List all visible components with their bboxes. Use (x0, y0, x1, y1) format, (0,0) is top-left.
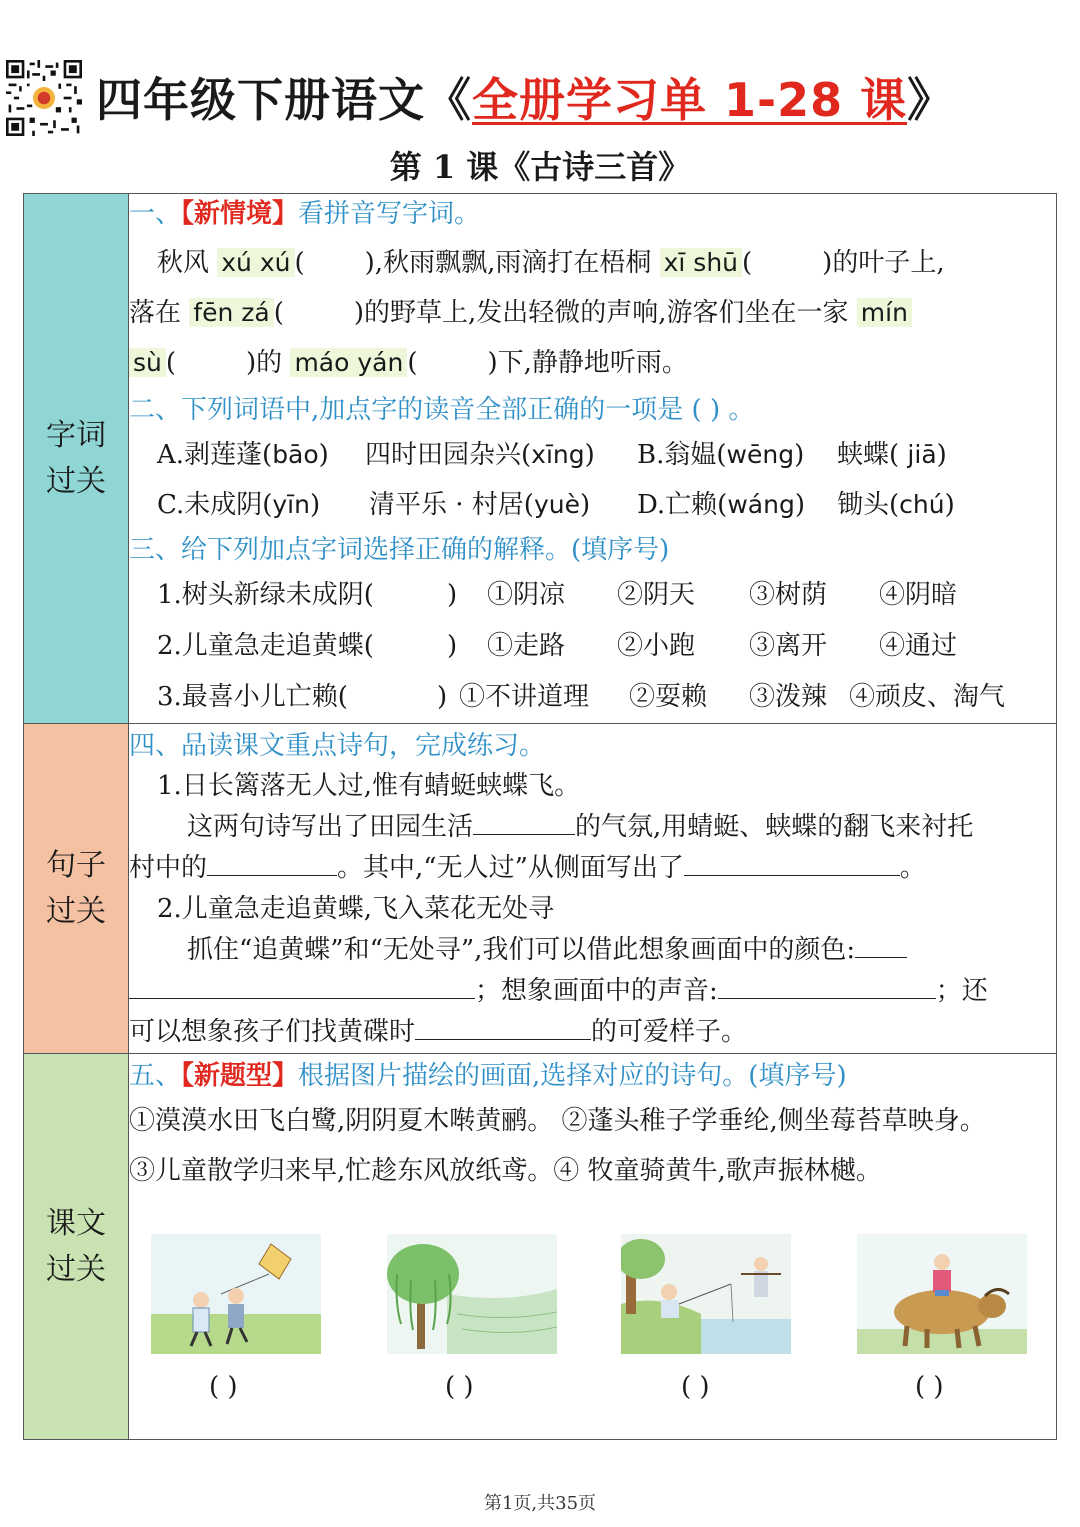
option-a-2: 四时田园杂兴(xīng) (365, 440, 595, 470)
kite-flying-picture-icon (151, 1234, 321, 1354)
p2-text-a: 落在 (129, 298, 190, 328)
answer-blank[interactable] (684, 853, 900, 876)
category-text (24, 1054, 129, 1440)
question-2-heading: 二、下列词语中,加点字的读音全部正确的一项是 ( ) 。 (129, 395, 755, 425)
p1-text-e: )的叶子上, (822, 248, 945, 278)
q5-num: 五、 (129, 1061, 182, 1091)
option-c: C.未成阴(yīn) (157, 490, 321, 520)
title-suffix: 》 (907, 73, 955, 127)
q3-item-3 (129, 672, 1056, 723)
q3-opt-2-2: ②小跑 (617, 631, 696, 661)
pinyin-xishu: xī shū (660, 248, 742, 277)
q3-close-1: ) (447, 580, 458, 610)
q3-opt-1-2: ②阴天 (617, 580, 696, 610)
pinyin-su: sù (129, 348, 166, 377)
section-sentence (129, 724, 1057, 1054)
worksheet-table (23, 193, 1057, 1440)
p1-text-a: 秋风 (157, 248, 218, 278)
option-c-2: 清平乐 · 村居(yuè) (369, 490, 591, 520)
answer-paren-3[interactable]: ( ) (681, 1372, 710, 1402)
category-label-line2: 过关 (46, 1251, 106, 1287)
q1-text: 看拼音写字词。 (298, 199, 481, 229)
p3-text-b: )的 (246, 348, 291, 378)
q4-item-1-line2: 村中的 。其中,“无人过”从侧面写出了 。 (129, 853, 926, 883)
question-4-heading: 四、品读课文重点诗句，完成练习。 (129, 731, 546, 761)
p3-text-a: ( (165, 348, 177, 378)
q3-opt-2-3: ③离开 (749, 631, 828, 661)
q3-item-1 (129, 570, 1056, 621)
p2-text-c: )的野草上,发出轻微的声响,游客们坐在一家 (353, 298, 857, 328)
category-sentence (24, 724, 129, 1054)
question-1-heading (129, 194, 1056, 234)
category-label-line1: 字词 (46, 417, 106, 453)
category-label-line2: 过关 (46, 893, 106, 929)
cowherd-ox-picture-icon (857, 1234, 1027, 1354)
q2-options-row1 (129, 430, 1056, 480)
question-5-heading (129, 1056, 1056, 1096)
p1-text-c: ),秋雨飘飘,雨滴打在梧桐 (364, 248, 660, 278)
q3-opt-1-1: ①阴凉 (487, 580, 566, 610)
poem-options-line1: ①漠漠水田飞白鹭,阴阴夏木啭黄鹂。 ②蓬头稚子学垂纶,侧坐莓苔草映身。 (129, 1106, 986, 1136)
q3-opt-3-4: ④顽皮、淘气 (849, 682, 1006, 712)
answer-paren-1[interactable]: ( ) (209, 1372, 238, 1402)
q1-paragraph-line3 (129, 338, 1056, 388)
option-d-2: 锄头(chú) (837, 490, 955, 520)
q3-opt-3-2: ②耍赖 (629, 682, 708, 712)
q3-opt-2-1: ①走路 (487, 631, 566, 661)
answer-paren-4[interactable]: ( ) (915, 1372, 944, 1402)
answer-blank[interactable] (415, 1017, 591, 1040)
answer-paren-2[interactable]: ( ) (445, 1372, 474, 1402)
option-b: B.翁媪(wēng) (637, 440, 805, 470)
section-text (129, 1054, 1057, 1440)
q1-paragraph-line2 (129, 288, 1056, 338)
p1-text-b: ( (294, 248, 305, 278)
q3-stem-2: 2.儿童急走追黄蝶( (157, 631, 374, 661)
category-vocab (24, 194, 129, 724)
p3-text-d: )下,静静地听雨。 (487, 348, 688, 378)
q1-tag: 【新情境】 (181, 199, 299, 229)
q3-opt-2-4: ④通过 (879, 631, 958, 661)
lesson-title: 第 1 课《古诗三首》 (389, 148, 691, 186)
p2-text-b: ( (273, 298, 284, 328)
answer-blank[interactable] (207, 853, 337, 876)
q3-opt-1-4: ④阴暗 (879, 580, 958, 610)
q3-close-2: ) (447, 631, 458, 661)
q1-paragraph-line1 (129, 238, 1056, 288)
option-a: A.剥莲蓬(bāo) (157, 440, 329, 470)
willow-paddy-picture-icon (387, 1234, 557, 1354)
q5-text: 根据图片描绘的画面,选择对应的诗句。(填序号) (298, 1061, 847, 1091)
p1-text-d: ( (742, 248, 753, 278)
q3-items (129, 570, 1056, 723)
poem-options-line2: ③儿童散学归来早,忙趁东风放纸鸢。④ 牧童骑黄牛,歌声振林樾。 (129, 1156, 882, 1186)
child-fishing-picture-icon (621, 1234, 791, 1354)
q2-options-row2 (129, 480, 1056, 530)
pinyin-xuxu: xú xú (217, 248, 294, 277)
section-vocab (129, 194, 1057, 724)
document-title (96, 64, 954, 130)
answer-blank[interactable] (718, 976, 936, 999)
option-d: D.亡赖(wáng) (637, 490, 805, 520)
pinyin-maoyan: máo yán (290, 348, 407, 377)
q3-opt-1-3: ③树荫 (749, 580, 828, 610)
q3-close-3: ) (437, 682, 448, 712)
answer-blank[interactable] (129, 976, 475, 999)
q4-item-2: 2.儿童急走追黄蝶,飞入菜花无处寻 (157, 894, 555, 924)
picture-row (151, 1234, 1051, 1402)
q3-opt-3-3: ③泼辣 (749, 682, 828, 712)
q4-item-2-line1: 抓住“追黄蝶”和“无处寻”,我们可以借此想象画面中的颜色: (129, 930, 1056, 971)
q4-item-1-line1: 这两句诗写出了田园生活 的气氛,用蜻蜓、蛱蝶的翻飞来衬托 (187, 812, 974, 842)
q3-stem-3: 3.最喜小儿亡赖( (157, 682, 348, 712)
q3-stem-1: 1.树头新绿未成阴( (157, 580, 374, 610)
category-label-line1: 课文 (46, 1205, 106, 1241)
p3-text-c: ( (407, 348, 418, 378)
q4-item-2-line3: 可以想象孩子们找黄碟时 的可爱样子。 (129, 1017, 748, 1047)
q4-item-1: 1.日长篱落无人过,惟有蜻蜓蛱蝶飞。 (157, 771, 581, 801)
q4-item-2-line2: ；想象画面中的声音: ；还 (129, 971, 1056, 1012)
title-highlight: 全册学习单 1-28 课 (472, 73, 908, 127)
question-3-heading: 三、给下列加点字词选择正确的解释。(填序号) (129, 535, 670, 565)
option-b-2: 蛱蝶( jiā) (837, 440, 947, 470)
q5-tag: 【新题型】 (181, 1061, 299, 1091)
category-label-line2: 过关 (46, 463, 106, 499)
pinyin-fenza: fēn zá (189, 298, 273, 327)
title-prefix: 四年级下册语文《 (96, 73, 472, 127)
pinyin-min: mín (857, 298, 912, 327)
q1-num: 一、 (129, 199, 182, 229)
page-footer: 第1页,共35页 (483, 1493, 597, 1514)
answer-blank[interactable] (473, 812, 575, 835)
qr-code-icon (6, 60, 82, 136)
q3-item-2 (129, 621, 1056, 672)
q3-opt-3-1: ①不讲道理 (459, 682, 590, 712)
header (0, 50, 1080, 140)
answer-blank[interactable] (855, 935, 907, 958)
category-label-line1: 句子 (46, 847, 106, 883)
